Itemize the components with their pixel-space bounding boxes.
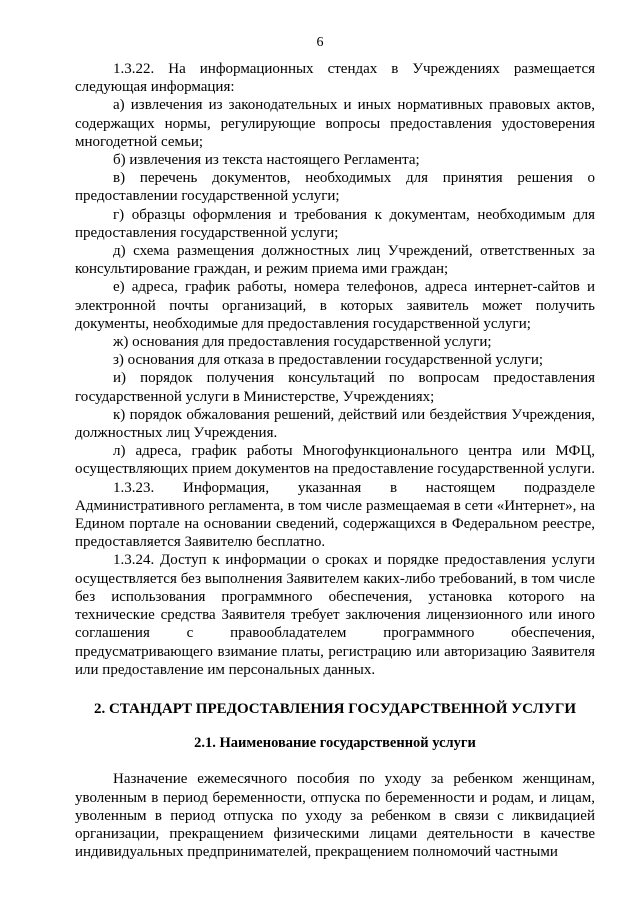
list-item-v: в) перечень документов, необходимых для принятия решения о предоставлении государственной услуги; — [75, 170, 595, 205]
list-item-zh: ж) основания для предоставления государственной услуги; — [113, 334, 492, 351]
list-item-i: и) порядок получения консультаций по вопросам предоставления государственной услуги в Министерстве, Учреждениях; — [75, 370, 595, 405]
section-heading: 2. СТАНДАРТ ПРЕДОСТАВЛЕНИЯ ГОСУДАРСТВЕННОЙ УСЛУГИ — [93, 700, 577, 717]
list-item-a: а) извлечения из законодательных и иных нормативных правовых актов, содержащих нормы, регулирующие вопросы предоставления удостоверения многодетной семьи; — [75, 97, 595, 150]
service-name-paragraph: Назначение ежемесячного пособия по уходу за ребенком женщинам, уволенным в период беременности, отпуска по беременности и родам, и лицам, уволенным в период отпуска по уходу за ребенком в связи с ликвидацией организации, прекращением физическими лицами деятельности в качестве индивидуальных предпринимателей, прекращением полномочий частными — [75, 771, 595, 861]
list-item-z: з) основания для отказа в предоставлении государственной услуги; — [113, 352, 544, 369]
subsection-heading: 2.1. Наименование государственной услуги — [194, 735, 476, 752]
page-number: 6 — [316, 35, 324, 50]
list-item-d: д) схема размещения должностных лиц Учреждений, ответственных за консультирование граждан, и режим приема ими граждан; — [75, 243, 595, 278]
paragraph-1-3-24: 1.3.24. Доступ к информации о сроках и порядке предоставления услуги осуществляется без выполнения Заявителем каких-либо требований, в том числе без использования программного обеспечения, установка которого на технические средства Заявителя требует заключения лицензионного или иного соглашения с правообладателем программного обеспечения, предусматривающего взимание платы, регистрацию или авторизацию Заявителя или предоставление им персональных данных. — [75, 552, 595, 678]
list-item-k: к) порядок обжалования решений, действий или бездействия Учреждения, должностных лиц Учреждения. — [75, 406, 595, 442]
list-item-e: е) адреса, график работы, номера телефонов, адреса интернет-сайтов и электронной почты организаций, в которых заявитель может получить документы, необходимые для предоставления государственной услуги; — [75, 279, 595, 332]
list-item-l: л) адреса, график работы Многофункционального центра или МФЦ, осуществляющих прием документов на предоставление государственной услуги. — [75, 443, 595, 478]
list-item-b: б) извлечения из текста настоящего Регламента; — [113, 152, 420, 169]
list-item-g: г) образцы оформления и требования к документам, необходимым для предоставления государственной услуги; — [75, 206, 595, 241]
document-body — [75, 60, 595, 861]
paragraph-1-3-23: 1.3.23. Информация, указанная в настоящем подразделе Административного регламента, в том числе размещаемая в сети «Интернет», на Едином портале на основании сведений, содержащихся в Федеральном реестре, предоставляется Заявителю бесплатно. — [75, 479, 595, 551]
paragraph-1-3-22: 1.3.22. На информационных стендах в Учреждениях размещается следующая информация: — [75, 61, 595, 96]
